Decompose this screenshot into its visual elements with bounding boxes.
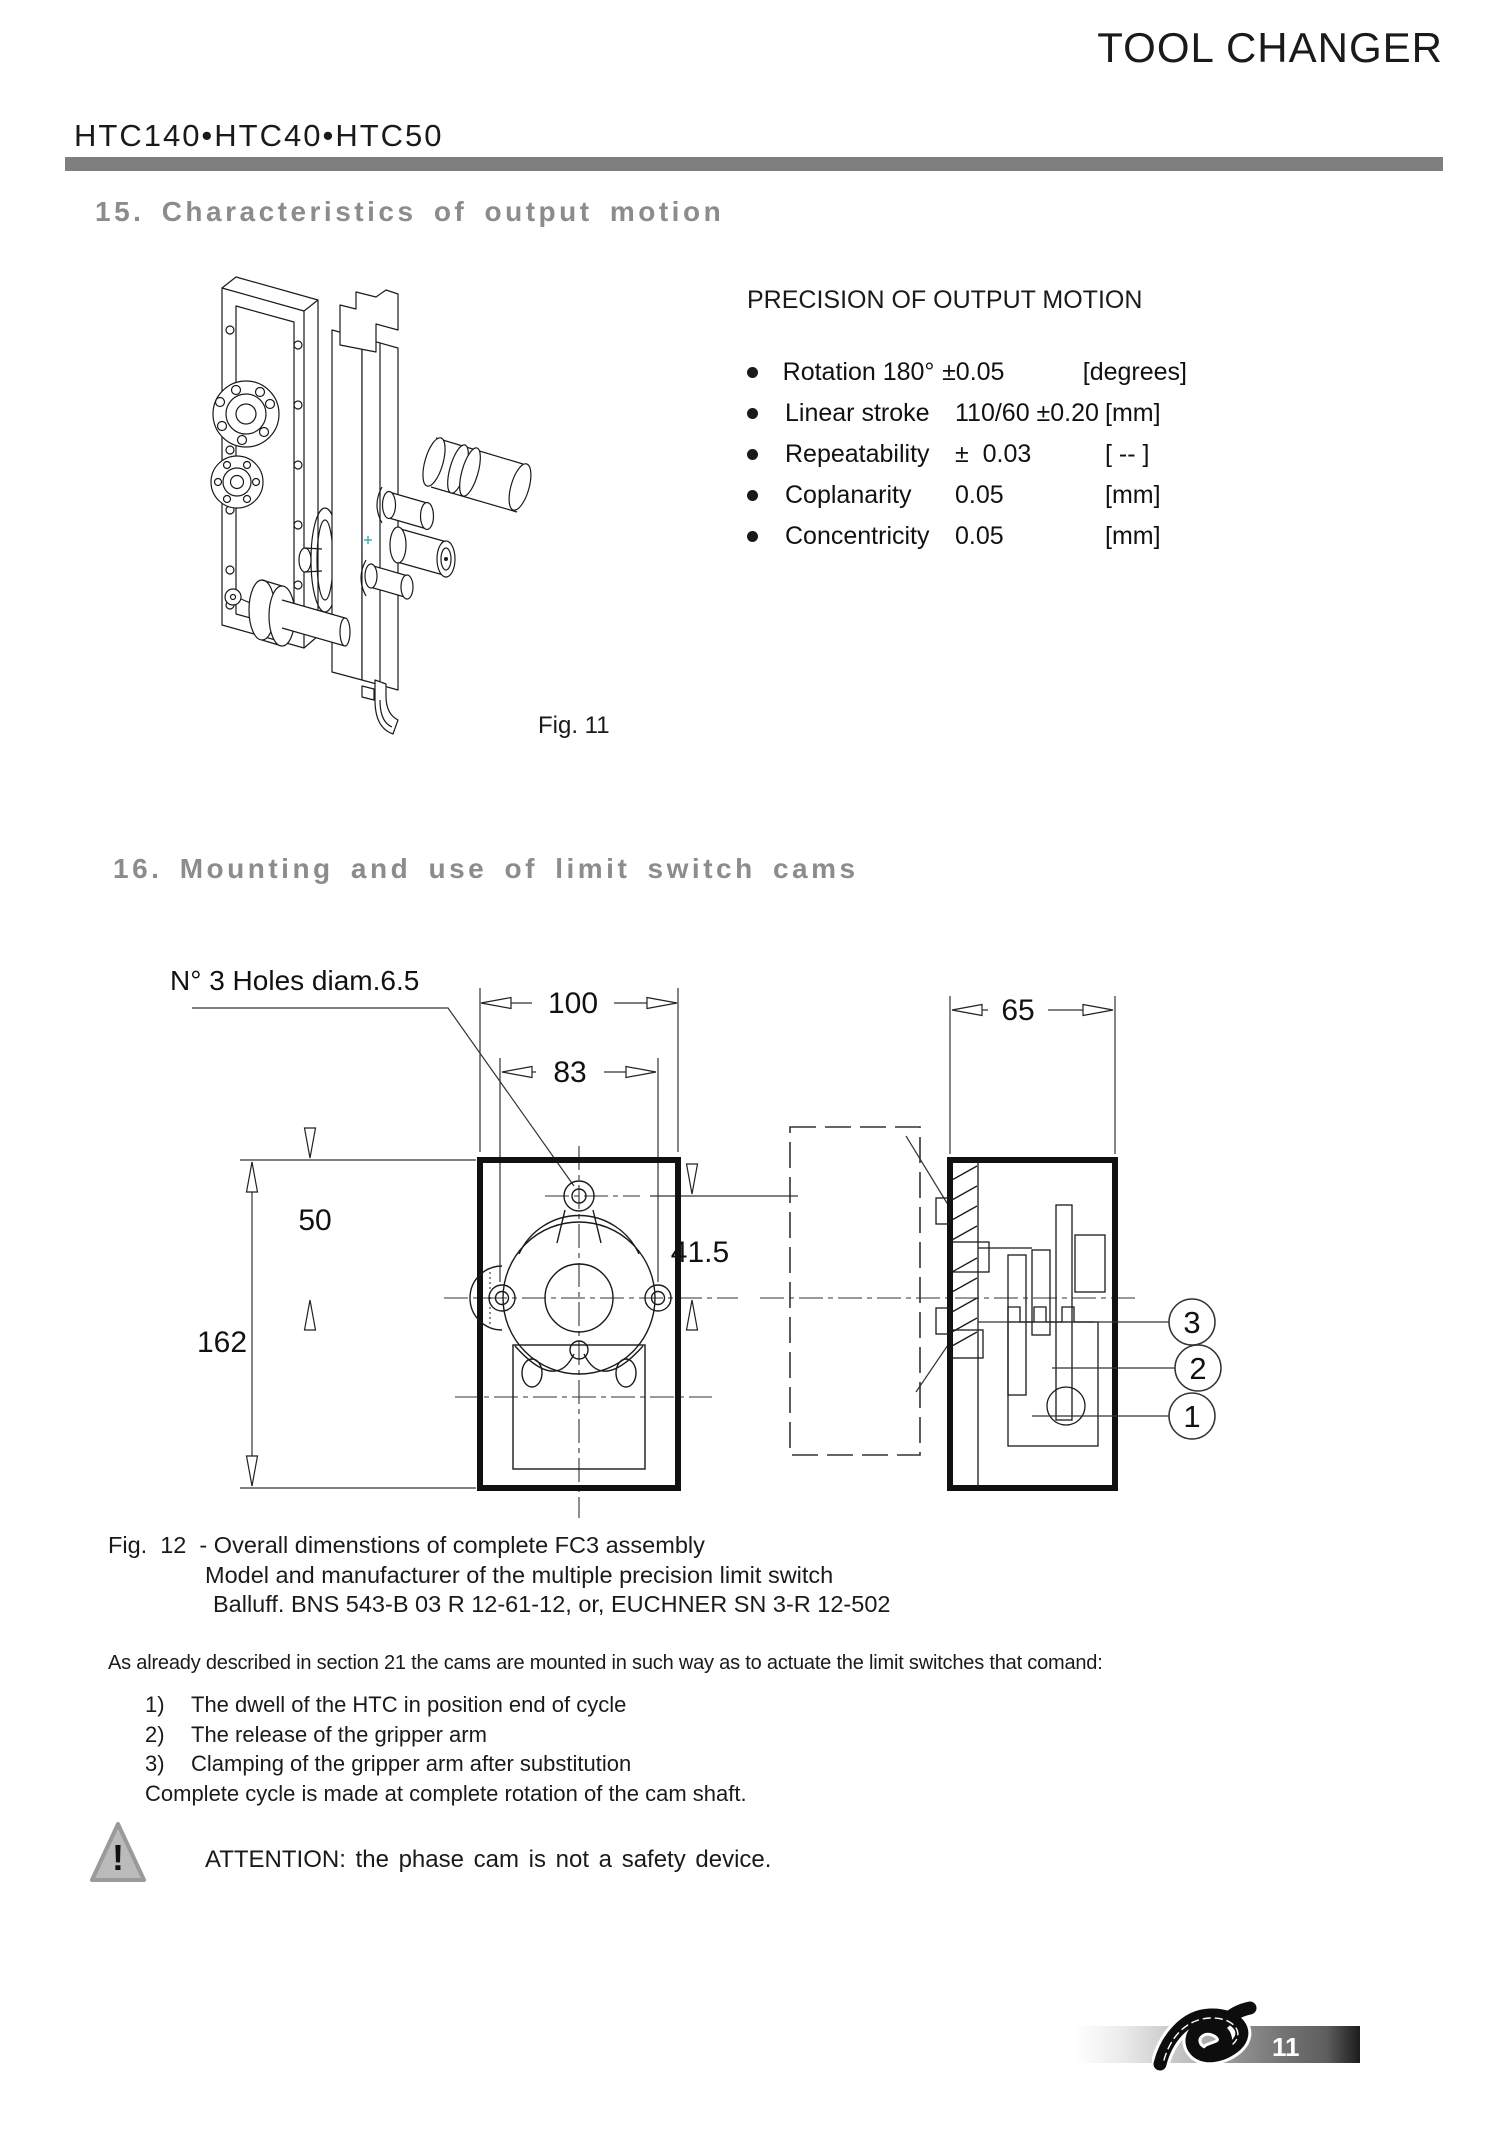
bullet-icon <box>747 531 785 542</box>
bullet-icon <box>747 490 785 501</box>
precision-heading: PRECISION OF OUTPUT MOTION <box>747 286 1143 314</box>
model-line: HTC140•HTC40•HTC50 <box>74 118 444 153</box>
callout-3: 3 <box>1183 1305 1201 1340</box>
fig12-caption-line3: Balluff. BNS 543-B 03 R 12-61-12, or, EUCHNER SN 3-R 12-502 <box>213 1591 891 1617</box>
dim-height: 162 <box>196 1326 248 1359</box>
page-title: TOOL CHANGER <box>1097 24 1443 71</box>
lower-flange <box>211 456 263 508</box>
fig12-drawing <box>100 935 1410 1520</box>
fig12-caption-line1: Fig. 12 - Overall dimenstions of complete FC3 assembly <box>108 1532 705 1558</box>
callout-1: 1 <box>1183 1399 1201 1434</box>
bullet-icon <box>747 367 783 378</box>
attention-text: ATTENTION: the phase cam is not a safety device. <box>205 1846 772 1873</box>
dim-top: 50 <box>298 1204 332 1237</box>
list-item: 3) Clamping of the gripper arm after substitution <box>145 1751 632 1776</box>
callout-2: 2 <box>1189 1351 1207 1386</box>
precision-row: Rotation 180° ±0.05 [degrees] <box>747 352 1187 393</box>
section-15-heading: 15. Characteristics of output motion <box>95 196 725 227</box>
warning-glyph: ! <box>112 1837 124 1878</box>
dim-width: 100 <box>547 987 599 1020</box>
fig11-drawing <box>190 250 550 745</box>
numbered-list <box>145 1690 747 1808</box>
precision-row: Linear stroke 110/60 ±0.20 [mm] <box>747 393 1187 434</box>
bullet-icon <box>747 408 785 419</box>
fig11-caption: Fig. 11 <box>538 712 610 739</box>
dim-depth: 65 <box>1001 994 1035 1027</box>
precision-row: Repeatability ± 0.03 [ -- ] <box>747 434 1187 475</box>
precision-row: Concentricity 0.05 [mm] <box>747 516 1187 557</box>
center-lines <box>444 1146 1138 1518</box>
side-view-detail <box>936 1160 1105 1488</box>
dim-hole-offset: 41.5 <box>670 1236 730 1269</box>
bullet-icon <box>747 449 785 460</box>
page-number: 11 <box>1272 2032 1300 2062</box>
warning-triangle-icon <box>90 1820 148 1886</box>
hidden-body-outline <box>790 1127 920 1455</box>
dim-flange: 83 <box>553 1056 587 1089</box>
fig12-caption-line2: Model and manufacturer of the multiple precision limit switch <box>205 1562 834 1588</box>
holes-label: N° 3 Holes diam.6.5 <box>170 965 420 996</box>
header-rule <box>65 157 1443 171</box>
list-item: 2) The release of the gripper arm <box>145 1721 487 1747</box>
precision-row: Coplanarity 0.05 [mm] <box>747 475 1187 516</box>
upper-flange <box>213 381 279 447</box>
knot-logo-icon <box>1152 2000 1260 2076</box>
list-footer: Complete cycle is made at complete rotation of the cam shaft. <box>145 1780 747 1806</box>
list-item: 1) The dwell of the HTC in position end of cycle <box>145 1692 627 1717</box>
precision-list <box>747 352 1187 557</box>
section-16-heading: 16. Mounting and use of limit switch cams <box>113 853 859 884</box>
body-intro: As already described in section 21 the cams are mounted in such way as to actuate the limit switches that comand: <box>108 1652 1103 1674</box>
